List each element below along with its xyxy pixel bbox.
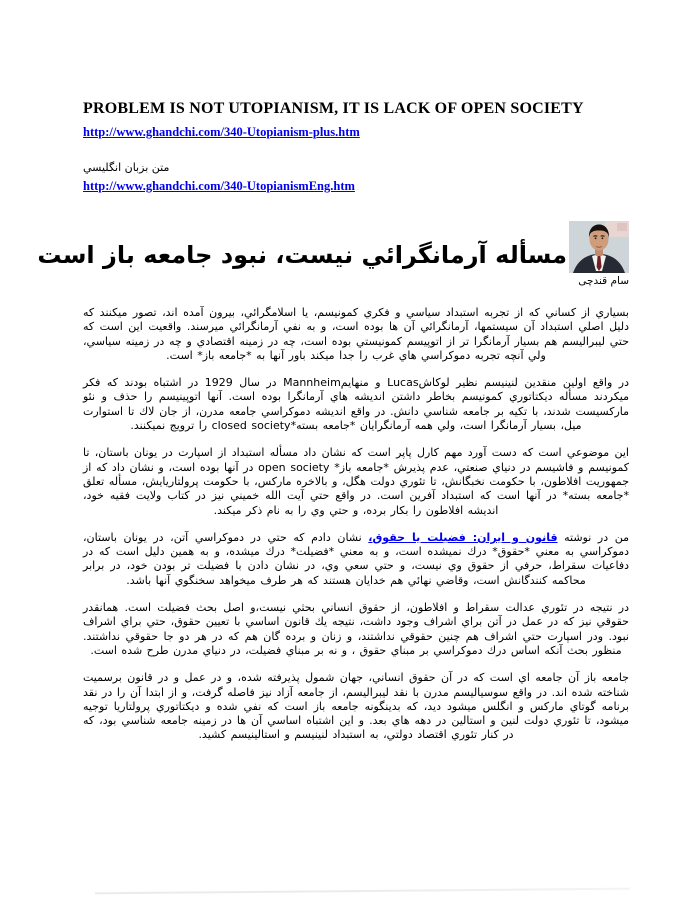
law-and-iran-article-link[interactable]: قانون و ايران: فضيلت يا حقوق،: [368, 530, 558, 544]
body-paragraph-1: بسياري از كساني كه از تجربه استبداد سياسي و فكري كمونيسم، يا اسلامگرائي، بيرون آمده اند، تصور ميكنند كه دليل اصلي استبداد آن سيستمها، آرمانگرائي آن ها بوده است، و به نفي آرمانگرائي ميرسند. واقعيت اين است كه حتي ليبراليسم هم بسيار آرمانگرا تر از اتوپيسم كمونيستي بوده است، چه در زمينه اقتصادي و چه در زمينه سياسي، ولي آنچه تجربه دموكراسي هاي غرب را جدا ميكند باور آنها به *جامعه باز* است.: [83, 306, 629, 362]
body-paragraph-2: در واقع اولين منقدين لنينيسم نظير لوكاشLucas و منهايمMannheim در سال 1929 در اشتباه بودند كه فكر ميكردند مسأله ديكتاتوري كمونيسم بخاطر داشتن انديشه هاي آرمانگرا بوده است. آنها اتوپينيسم را حذف و نئو ماركسيست شدند، با تكيه بر جامعه شناسي دانش. در واقع انديشه دموكراسي جامعه مدرن، از جان لاك تا استوارت ميل، بسيار آرمانگرا است، ولي همه آرمانگرايان *جامعه بسته*closed society را ترويج نميكنند.: [83, 376, 630, 433]
persian-link-row: [83, 121, 629, 140]
body-paragraph-3: اين موضوعي است كه دست آورد مهم كارل پاپر است كه نشان داد مسأله استبداد از اسپارت در يونان باستان، تا كمونيسم و فاشيسم در دنياي صنعتي، عدم پذيرش *جامعه باز* open society در آنها بوده است، و نشان داد كه از جمهوريت افلاطون، با حكومت نخبگانش، تا تئوري دولت هگل، و بالاخره ماركس، با حكومت پرولتاريايش، مسأله تعلق *جامعه بسته* در آنها است كه استبداد آفرين است. در واقع حتي آيت الله خميني نيز در كتاب ولايت فقيه خود، انديشه افلاطون را بكار برده، و حتي وي را به نام ذكر ميكند.: [83, 446, 629, 517]
author-portrait-image: [569, 221, 629, 273]
body-paragraph-6: جامعه باز آن جامعه اي است كه در آن حقوق انساني، جهان شمول پذيرفته شده، و در عمل و در قانون برسميت شناخته شده اند. در واقع سوسياليسم مدرن با نقد ليبراليسم، از جامعه آزاد نيز فاصله گرفت، و از ابتدا آن را در نقد برنامه گوتاي ماركس و انگلس ميشود ديد، كه بدينگونه جامعه باز است كه نفي شده و ديكتاتوري پرولتاريا توجيه ميشود، تا تئوري دولت لنين و استالين در دهه هاي بعد. و اين اشتباه اساسي آن ها در زمينه جامعه شناسي بود، كه در كنار تئوري اقتصاد دولتي، به استبداد لنينيسم و استالينيسم كشيد.: [83, 671, 629, 742]
persian-version-link[interactable]: http://www.ghandchi.com/340-Utopianism-plus.htm: [83, 125, 360, 139]
scan-edge-artifact: [95, 888, 630, 895]
english-version-label: متن بزبان انگليسي: [83, 161, 170, 174]
author-name: سام قندچی: [578, 275, 629, 287]
article-content: [37, 100, 630, 756]
english-link-row: [83, 175, 629, 194]
page-title: PROBLEM IS NOT UTOPIANISM, IT IS LACK OF OPEN SOCIETY: [83, 100, 584, 117]
body-paragraph-4: [83, 531, 629, 588]
author-photo: [569, 221, 629, 273]
article-body: [83, 306, 629, 743]
paragraph-4-lead-text: من در نوشته: [557, 530, 630, 544]
body-paragraph-5: در نتيجه در تئوري عدالت سقراط و افلاطون، از حقوق انساني بحثي نيست،و اصل بحث فضيلت است. همانقدر حقوقي نيز كه در عمل در آتن براي اشراف وجود داشت، نتيجه يك قانون اساسي با تعيين حقوق، حتي براي اشراف نبود. ودر اسپارت حتي اشراف هم چنين حقوقي نداشتند، و زنان و برده گان هم كه در هر دو جا حقوقي نداشتند. منظور بحث آنكه اساس درك دموكراسي بر مبناي حقوق ، و نه بر مبناي فضيلت، در دنياي مدرن طرح شده است.: [83, 601, 629, 657]
headline-row: [37, 221, 629, 273]
paragraph-4-rest-text: نشان دادم كه حتي در دموكراسي آتن، در يونان باستان، دموكراسي به معني *حقوق* درك نميشده است، و به معني *فضيلت* درك ميشده، و به همين دليل است كه در دفاعيات سقراط، حرفي از حقوق وي نيست، و حتي سعي وي، در نشان دادن با فضيلت تر بودن خود، در برابر محاكمه كنندگانش است، وقاضي نهائي هم خدايان هستند كه هر طرف ميخواهد سخنگوي آنها باشد.: [83, 530, 629, 587]
english-version-link[interactable]: http://www.ghandchi.com/340-UtopianismEng.htm: [83, 179, 355, 193]
headline-persian: مسأله آرمانگرائي نيست، نبود جامعه باز است: [37, 240, 567, 269]
